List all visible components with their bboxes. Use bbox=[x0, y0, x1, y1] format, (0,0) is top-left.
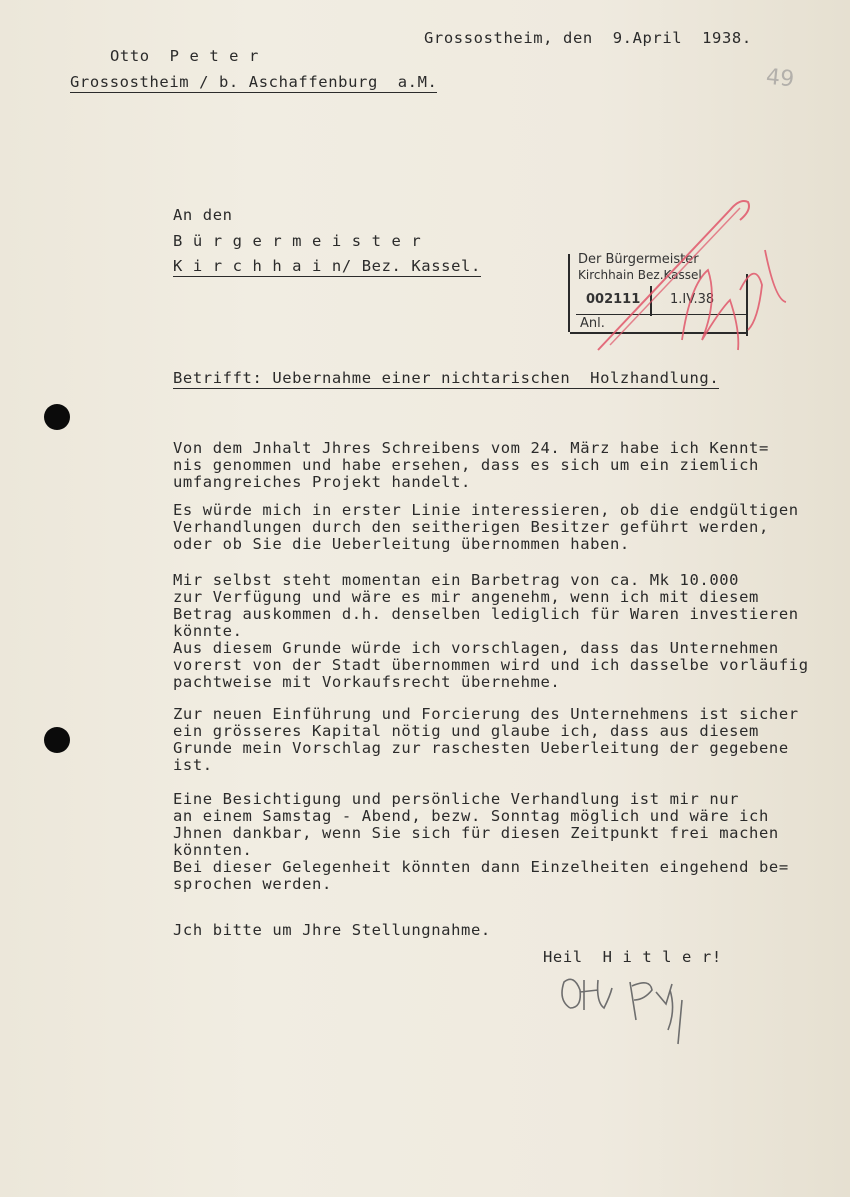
body-p2-line3: oder ob Sie die Ueberleitung übernommen haben. bbox=[173, 535, 630, 553]
body-p1-line1: Von dem Jnhalt Jhres Schreibens vom 24. März habe ich Kennt= bbox=[173, 439, 769, 457]
stamp-date: 1.IV.38 bbox=[670, 292, 715, 307]
body-p3-line6: vorerst von der Stadt übernommen wird und ich dasselbe vorläufig bbox=[173, 656, 809, 674]
body-p3-line5: Aus diesem Grunde würde ich vorschlagen, dass das Unternehmen bbox=[173, 639, 779, 657]
body-p5-line6: sprochen werden. bbox=[173, 875, 332, 893]
sender-address: Grossostheim / b. Aschaffenburg a.M. bbox=[70, 73, 438, 91]
recipient-line-1: An den bbox=[173, 206, 233, 224]
stamp-attachment: Anl. bbox=[580, 316, 605, 331]
body-p5-line4: könnten. bbox=[173, 841, 253, 859]
body-p3-line7: pachtweise mit Vorkaufsrecht übernehme. bbox=[173, 673, 561, 691]
body-p5-line2: an einem Samstag - Abend, bezw. Sonntag möglich und wäre ich bbox=[173, 807, 769, 825]
body-p2-line1: Es würde mich in erster Linie interessieren, ob die endgültigen bbox=[173, 501, 799, 519]
body-p5-line1: Eine Besichtigung und persönliche Verhandlung ist mir nur bbox=[173, 790, 740, 808]
punch-hole-top bbox=[44, 404, 70, 430]
body-p3-line1: Mir selbst steht momentan ein Barbetrag von ca. Mk 10.000 bbox=[173, 571, 740, 589]
stamp-title: Der Bürgermeister bbox=[578, 252, 699, 267]
punch-hole-bottom bbox=[44, 727, 70, 753]
body-p4-line4: ist. bbox=[173, 756, 213, 774]
body-p2-line2: Verhandlungen durch den seitherigen Besitzer geführt werden, bbox=[173, 518, 769, 536]
body-p1-line2: nis genommen und habe ersehen, dass es sich um ein ziemlich bbox=[173, 456, 759, 474]
body-p4-line1: Zur neuen Einführung und Forcierung des Unternehmens ist sicher bbox=[173, 705, 799, 723]
body-p4-line3: Grunde mein Vorschlag zur raschesten Ueberleitung der gegebene bbox=[173, 739, 789, 757]
body-p3-line4: könnte. bbox=[173, 622, 243, 640]
body-p5-line3: Jhnen dankbar, wenn Sie sich für diesen Zeitpunkt frei machen bbox=[173, 824, 779, 842]
body-p3-line3: Betrag auskommen d.h. denselben lediglich für Waren investieren bbox=[173, 605, 799, 623]
recipient-line-2: B ü r g e r m e i s t e r bbox=[173, 232, 422, 250]
pencil-note: 49 bbox=[764, 64, 796, 93]
sender-name: Otto P e t e r bbox=[110, 47, 259, 65]
subject-line: Betrifft: Uebernahme einer nichtarischen Holzhandlung. bbox=[173, 369, 720, 387]
stamp-left-border bbox=[568, 254, 570, 332]
body-p1-line3: umfangreiches Projekt handelt. bbox=[173, 473, 471, 491]
body-p5-line5: Bei dieser Gelegenheit könnten dann Einzelheiten eingehend be= bbox=[173, 858, 789, 876]
red-pencil-mark bbox=[590, 190, 810, 365]
body-p3-line2: zur Verfügung und wäre es mir angenehm, wenn ich mit diesem bbox=[173, 588, 759, 606]
recipient-line-3: K i r c h h a i n/ Bez. Kassel. bbox=[173, 257, 481, 275]
stamp-number: 002111 bbox=[586, 292, 641, 307]
signature bbox=[540, 960, 700, 1050]
closing-request: Jch bitte um Jhre Stellungnahme. bbox=[173, 921, 491, 939]
body-p4-line2: ein grösseres Kapital nötig und glaube ich, dass aus diesem bbox=[173, 722, 759, 740]
place-date: Grossostheim, den 9.April 1938. bbox=[424, 29, 752, 47]
stamp-place: Kirchhain Bez.Kassel bbox=[578, 268, 702, 282]
closing-greeting: Heil H i t l e r! bbox=[543, 948, 722, 966]
